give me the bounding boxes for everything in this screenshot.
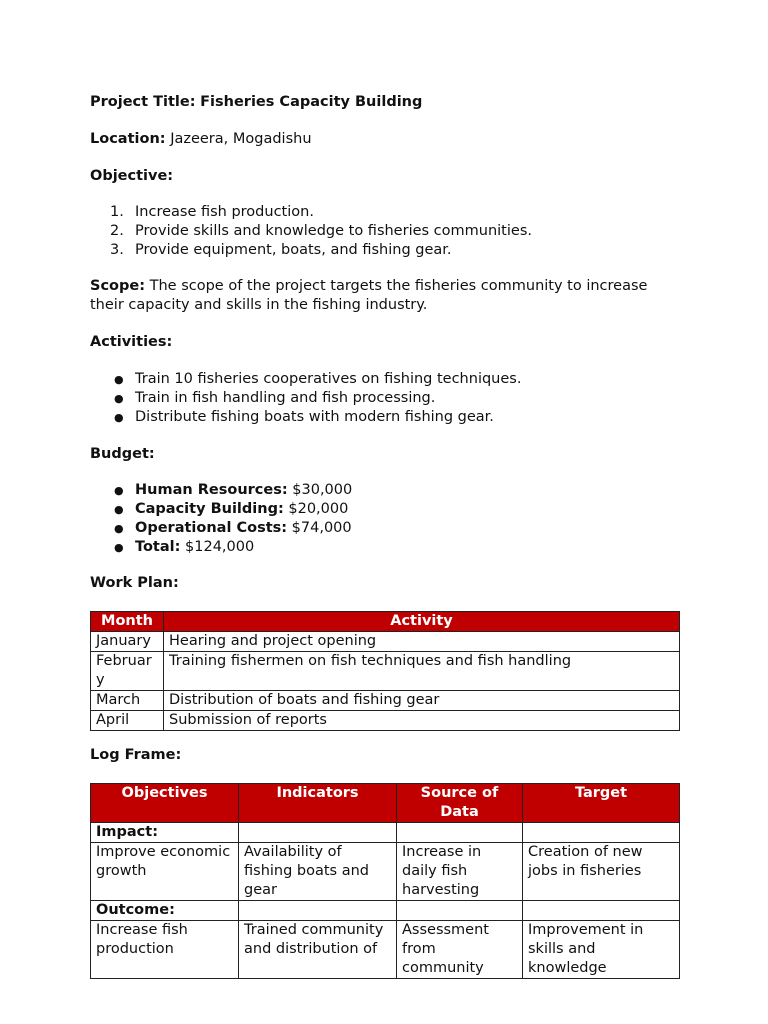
- table-cell: Improve economic growth: [91, 843, 239, 901]
- budget-item: ● Human Resources: $30,000: [114, 482, 353, 498]
- objective-item: 3. Provide equipment, boats, and fishing gear.: [110, 242, 452, 258]
- table-cell: Februar y: [91, 652, 164, 691]
- objective-item-text: Provide skills and knowledge to fisheries communities.: [135, 223, 532, 239]
- column-header: Indicators: [239, 784, 397, 823]
- table-row: [91, 652, 680, 691]
- table-cell: [397, 901, 523, 921]
- impact-label: Impact:: [91, 823, 239, 843]
- activity-item: ● Train in fish handling and fish processing.: [114, 390, 436, 406]
- objective-list: [90, 203, 532, 260]
- scope-text: The scope of the project targets the fisheries community to increase their capacity and skills in the fishing industry.: [90, 278, 648, 313]
- table-cell: April: [91, 711, 164, 731]
- table-cell: Increase fish production: [91, 921, 239, 979]
- budget-item-value: $20,000: [288, 501, 349, 517]
- table-row: [91, 711, 680, 731]
- column-header: Activity: [164, 612, 680, 632]
- budget-item: ● Operational Costs: $74,000: [114, 520, 352, 536]
- log-frame-table: [90, 783, 680, 979]
- table-cell: [397, 823, 523, 843]
- budget-item-label: Operational Costs:: [135, 520, 288, 536]
- table-cell: [523, 901, 680, 921]
- table-cell: Improvement in skills and knowledge: [523, 921, 680, 979]
- budget-item-value: $124,000: [185, 539, 255, 555]
- objective-item: 2. Provide skills and knowledge to fisheries communities.: [110, 223, 532, 239]
- work-plan-heading: Work Plan:: [90, 575, 179, 591]
- table-cell: [239, 901, 397, 921]
- table-row: [91, 691, 680, 711]
- budget-item-label: Capacity Building:: [135, 501, 284, 517]
- objective-item-text: Provide equipment, boats, and fishing gear.: [135, 242, 452, 258]
- project-title-label: Project Title:: [90, 94, 196, 110]
- budget-item-label: Total:: [135, 539, 181, 555]
- budget-list: [90, 481, 352, 557]
- scope-paragraph: [90, 277, 680, 315]
- budget-item-label: Human Resources:: [135, 482, 288, 498]
- activities-heading: Activities:: [90, 334, 173, 350]
- table-cell: Hearing and project opening: [164, 632, 680, 652]
- activity-item: ● Distribute fishing boats with modern fishing gear.: [114, 409, 494, 425]
- column-header: Target: [523, 784, 680, 823]
- work-plan-table: [90, 611, 680, 731]
- location-value: Jazeera, Mogadishu: [170, 131, 312, 147]
- scope-label: Scope:: [90, 278, 146, 294]
- table-cell: Availability of fishing boats and gear: [239, 843, 397, 901]
- table-cell: Training fishermen on fish techniques and fish handling: [164, 652, 680, 691]
- activity-item-text: Train 10 fisheries cooperatives on fishing techniques.: [135, 371, 522, 387]
- table-row: [91, 632, 680, 652]
- table-cell: Increase in daily fish harvesting: [397, 843, 523, 901]
- location-label: Location:: [90, 131, 166, 147]
- column-header: Month: [91, 612, 164, 632]
- table-cell: Creation of new jobs in fisheries: [523, 843, 680, 901]
- budget-heading: Budget:: [90, 446, 155, 462]
- table-cell: March: [91, 691, 164, 711]
- table-cell: [239, 823, 397, 843]
- budget-item: ● Total: $124,000: [114, 539, 255, 555]
- location-line: [90, 130, 680, 149]
- activity-item-text: Distribute fishing boats with modern fishing gear.: [135, 409, 494, 425]
- table-section-row: [91, 901, 680, 921]
- project-title-value: Fisheries Capacity Building: [200, 94, 423, 110]
- table-cell: Distribution of boats and fishing gear: [164, 691, 680, 711]
- outcome-label: Outcome:: [91, 901, 239, 921]
- activity-item: ● Train 10 fisheries cooperatives on fishing techniques.: [114, 371, 522, 387]
- table-header-row: [91, 784, 680, 823]
- table-cell: Trained community and distribution of: [239, 921, 397, 979]
- column-header: Objectives: [91, 784, 239, 823]
- table-cell: Submission of reports: [164, 711, 680, 731]
- table-section-row: [91, 823, 680, 843]
- objective-item: 1. Increase fish production.: [110, 204, 314, 220]
- column-header: Source of Data: [397, 784, 523, 823]
- table-row: [91, 921, 680, 979]
- activities-list: [90, 370, 521, 427]
- budget-item: ● Capacity Building: $20,000: [114, 501, 349, 517]
- project-title-line: [90, 93, 680, 112]
- table-row: [91, 843, 680, 901]
- table-cell: Assessment from community: [397, 921, 523, 979]
- objective-heading: Objective:: [90, 168, 174, 184]
- budget-item-value: $74,000: [291, 520, 352, 536]
- log-frame-heading: Log Frame:: [90, 747, 182, 763]
- objective-item-text: Increase fish production.: [135, 204, 314, 220]
- activity-item-text: Train in fish handling and fish processing.: [135, 390, 436, 406]
- table-cell: [523, 823, 680, 843]
- table-cell: January: [91, 632, 164, 652]
- table-header-row: [91, 612, 680, 632]
- budget-item-value: $30,000: [292, 482, 353, 498]
